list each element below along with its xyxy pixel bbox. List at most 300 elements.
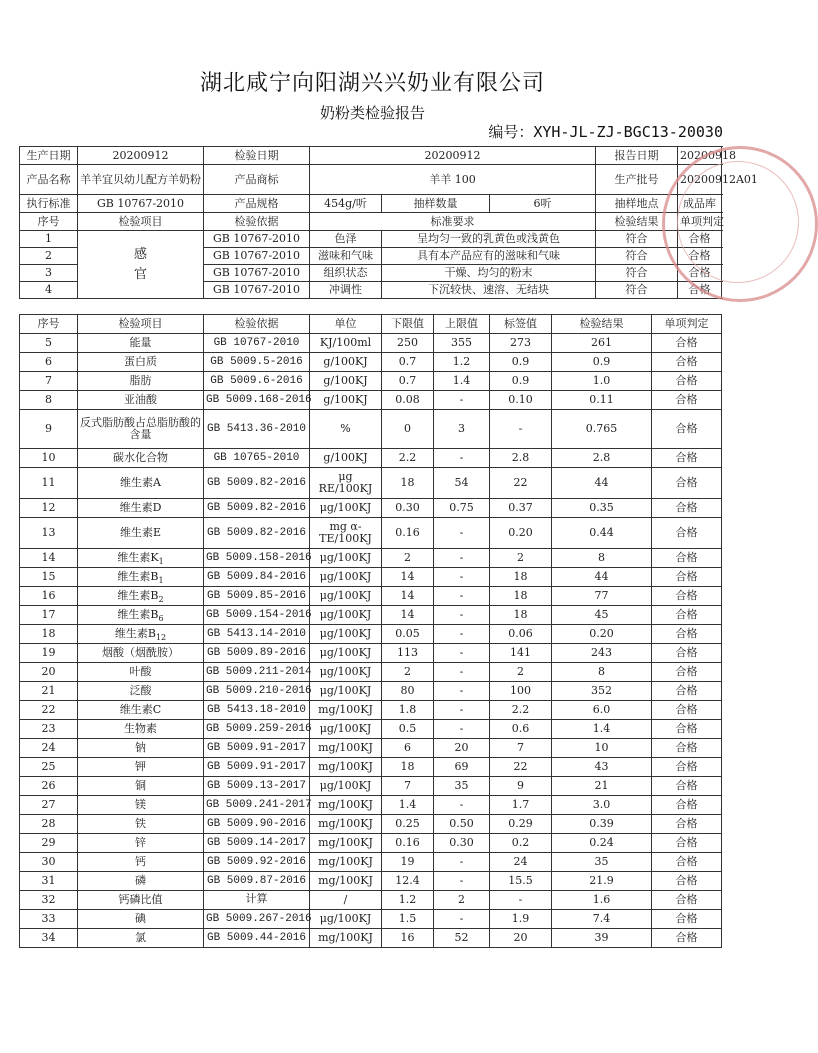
result-value: 352 xyxy=(552,682,652,701)
item-label: 反式脂肪酸占总脂肪酸的含量 xyxy=(80,416,201,441)
result-value: 39 xyxy=(552,929,652,948)
result-value: 44 xyxy=(552,468,652,499)
basis: GB 5009.211-2014 xyxy=(204,663,310,682)
min-value: 113 xyxy=(382,644,434,663)
item-label: 维生素E xyxy=(119,526,162,539)
min-value: 0.7 xyxy=(382,353,434,372)
main-rows xyxy=(20,334,722,948)
result-value: 8 xyxy=(552,549,652,568)
item-label: 铜 xyxy=(135,779,146,792)
basis: GB 5413.18-2010 xyxy=(204,701,310,720)
row-no: 11 xyxy=(20,468,78,499)
sample-place: 成品库 xyxy=(678,195,722,213)
row-no: 22 xyxy=(20,701,78,720)
item-label: 维生素B xyxy=(117,589,159,602)
verdict: 合格 xyxy=(652,625,722,644)
header-basis: 检验依据 xyxy=(204,315,310,334)
item-label: 钾 xyxy=(135,760,146,773)
label-value: 0.9 xyxy=(490,353,552,372)
attribute: 组织状态 xyxy=(310,265,382,282)
label-value: - xyxy=(490,410,552,449)
basis: GB 5009.241-2017 xyxy=(204,796,310,815)
result: 符合 xyxy=(596,248,678,265)
trademark-label: 产品商标 xyxy=(204,165,310,195)
row-no: 12 xyxy=(20,499,78,518)
product-info-table xyxy=(19,146,758,299)
label-value: 22 xyxy=(490,758,552,777)
max-value: 52 xyxy=(434,929,490,948)
basis: GB 5009.85-2016 xyxy=(204,587,310,606)
item-name xyxy=(78,518,204,549)
label-value: 15.5 xyxy=(490,872,552,891)
item-name xyxy=(78,391,204,410)
verdict: 合格 xyxy=(652,587,722,606)
item-subscript: 2 xyxy=(158,595,164,605)
unit: mg/100KJ xyxy=(310,872,382,891)
min-value: 250 xyxy=(382,334,434,353)
result-value: 3.0 xyxy=(552,796,652,815)
production-date: 20200912 xyxy=(78,147,204,165)
label-value: 18 xyxy=(490,587,552,606)
max-value: - xyxy=(434,682,490,701)
unit: μg/100KJ xyxy=(310,587,382,606)
label-value: 0.37 xyxy=(490,499,552,518)
min-value: 12.4 xyxy=(382,872,434,891)
result-value: 0.44 xyxy=(552,518,652,549)
basis: GB 5009.158-2016 xyxy=(204,549,310,568)
verdict: 合格 xyxy=(652,853,722,872)
verdict: 合格 xyxy=(652,815,722,834)
basis: GB 10767-2010 xyxy=(204,334,310,353)
item-name xyxy=(78,910,204,929)
row-no: 3 xyxy=(20,265,78,282)
label-value: 1.7 xyxy=(490,796,552,815)
header-label-value: 标签值 xyxy=(490,315,552,334)
min-value: 1.4 xyxy=(382,796,434,815)
label-value: 1.9 xyxy=(490,910,552,929)
basis: GB 10767-2010 xyxy=(204,248,310,265)
result-value: 1.4 xyxy=(552,720,652,739)
max-value: - xyxy=(434,644,490,663)
table-row xyxy=(20,663,722,682)
verdict: 合格 xyxy=(652,353,722,372)
max-value: 1.4 xyxy=(434,372,490,391)
company-seal-stamp-icon xyxy=(662,146,818,302)
label-value: 20 xyxy=(490,929,552,948)
info-row xyxy=(20,165,722,195)
table-row xyxy=(20,625,722,644)
product-name: 羊羊宜贝幼儿配方羊奶粉 xyxy=(78,165,204,195)
basis: GB 5009.14-2017 xyxy=(204,834,310,853)
inspection-date-label: 检验日期 xyxy=(204,147,310,165)
item-name xyxy=(78,644,204,663)
max-value: - xyxy=(434,606,490,625)
max-value: 3 xyxy=(434,410,490,449)
verdict: 合格 xyxy=(678,265,722,282)
header-item: 检验项目 xyxy=(78,315,204,334)
unit: μg/100KJ xyxy=(310,663,382,682)
item-name xyxy=(78,587,204,606)
result: 符合 xyxy=(596,231,678,248)
label-value: 7 xyxy=(490,739,552,758)
row-no: 16 xyxy=(20,587,78,606)
row-no: 17 xyxy=(20,606,78,625)
min-value: 0.05 xyxy=(382,625,434,644)
unit: mg/100KJ xyxy=(310,739,382,758)
label-value: 0.10 xyxy=(490,391,552,410)
min-value: 1.5 xyxy=(382,910,434,929)
table-row xyxy=(20,549,722,568)
sample-place-label: 抽样地点 xyxy=(596,195,678,213)
result-value: 0.20 xyxy=(552,625,652,644)
unit: μg/100KJ xyxy=(310,625,382,644)
item-label: 生物素 xyxy=(124,722,157,735)
row-no: 7 xyxy=(20,372,78,391)
min-value: 2 xyxy=(382,663,434,682)
row-no: 8 xyxy=(20,391,78,410)
basis: GB 10767-2010 xyxy=(204,265,310,282)
info-row xyxy=(20,147,722,165)
label-value: - xyxy=(490,891,552,910)
header-requirement: 标准要求 xyxy=(310,213,596,231)
row-no: 34 xyxy=(20,929,78,948)
verdict: 合格 xyxy=(652,720,722,739)
table-row xyxy=(20,796,722,815)
row-no: 5 xyxy=(20,334,78,353)
item-label: 碘 xyxy=(135,912,146,925)
row-no: 27 xyxy=(20,796,78,815)
max-value: 355 xyxy=(434,334,490,353)
min-value: 80 xyxy=(382,682,434,701)
attribute: 滋味和气味 xyxy=(310,248,382,265)
result-value: 7.4 xyxy=(552,910,652,929)
sensory-rows xyxy=(20,231,722,299)
table-row xyxy=(20,891,722,910)
min-value: 6 xyxy=(382,739,434,758)
sensory-row xyxy=(20,231,722,248)
min-value: 0.25 xyxy=(382,815,434,834)
label-value: 141 xyxy=(490,644,552,663)
unit: μg/100KJ xyxy=(310,644,382,663)
table-row xyxy=(20,644,722,663)
row-no: 1 xyxy=(20,231,78,248)
label-value: 0.29 xyxy=(490,815,552,834)
item-name xyxy=(78,372,204,391)
result-value: 8 xyxy=(552,663,652,682)
min-value: 14 xyxy=(382,606,434,625)
max-value: - xyxy=(434,518,490,549)
item-label: 泛酸 xyxy=(129,684,152,697)
item-name xyxy=(78,568,204,587)
min-value: 2 xyxy=(382,549,434,568)
sample-qty-label: 抽样数量 xyxy=(382,195,490,213)
max-value: 69 xyxy=(434,758,490,777)
item-label: 锌 xyxy=(135,836,146,849)
row-no: 30 xyxy=(20,853,78,872)
unit: μg/100KJ xyxy=(310,549,382,568)
verdict: 合格 xyxy=(652,372,722,391)
item-name xyxy=(78,449,204,468)
row-no: 6 xyxy=(20,353,78,372)
item-label: 维生素D xyxy=(119,501,162,514)
basis: GB 5009.91-2017 xyxy=(204,758,310,777)
header-item: 检验项目 xyxy=(78,213,204,231)
table-row xyxy=(20,334,722,353)
main-header-row xyxy=(20,315,722,334)
label-value: 0.9 xyxy=(490,372,552,391)
row-no: 26 xyxy=(20,777,78,796)
table-row xyxy=(20,606,722,625)
item-label: 脂肪 xyxy=(129,374,152,387)
verdict: 合格 xyxy=(652,758,722,777)
unit: μg/100KJ xyxy=(310,777,382,796)
basis: GB 10767-2010 xyxy=(204,282,310,299)
min-value: 0.5 xyxy=(382,720,434,739)
max-value: - xyxy=(434,449,490,468)
table-row xyxy=(20,518,722,549)
table-row xyxy=(20,449,722,468)
table-row xyxy=(20,834,722,853)
label-value: 2.2 xyxy=(490,701,552,720)
item-label: 氯 xyxy=(135,931,146,944)
table-row xyxy=(20,353,722,372)
min-value: 19 xyxy=(382,853,434,872)
max-value: - xyxy=(434,853,490,872)
item-label: 钙 xyxy=(135,855,146,868)
batch-number: 20200912A01 xyxy=(678,165,722,195)
unit: μg/100KJ xyxy=(310,910,382,929)
basis: 计算 xyxy=(204,891,310,910)
header-result: 检验结果 xyxy=(596,213,678,231)
min-value: 16 xyxy=(382,929,434,948)
item-name xyxy=(78,872,204,891)
sample-qty: 6听 xyxy=(490,195,596,213)
result: 符合 xyxy=(596,282,678,299)
unit: μg/100KJ xyxy=(310,720,382,739)
max-value: 20 xyxy=(434,739,490,758)
trademark: 羊羊 100 xyxy=(310,165,596,195)
basis: GB 5009.90-2016 xyxy=(204,815,310,834)
label-value: 2 xyxy=(490,549,552,568)
item-name xyxy=(78,929,204,948)
verdict: 合格 xyxy=(652,739,722,758)
item-name xyxy=(78,682,204,701)
label-value: 0.6 xyxy=(490,720,552,739)
basis: GB 5009.259-2016 xyxy=(204,720,310,739)
header-verdict: 单项判定 xyxy=(678,213,722,231)
row-no: 21 xyxy=(20,682,78,701)
min-value: 18 xyxy=(382,758,434,777)
verdict: 合格 xyxy=(652,334,722,353)
result-value: 6.0 xyxy=(552,701,652,720)
table-row xyxy=(20,720,722,739)
min-value: 0.7 xyxy=(382,372,434,391)
verdict: 合格 xyxy=(652,499,722,518)
header-verdict: 单项判定 xyxy=(652,315,722,334)
report-date-label: 报告日期 xyxy=(596,147,678,165)
info-row xyxy=(20,195,722,213)
label-value: 0.2 xyxy=(490,834,552,853)
header-result: 检验结果 xyxy=(552,315,652,334)
max-value: 35 xyxy=(434,777,490,796)
label-value: 18 xyxy=(490,606,552,625)
table-row xyxy=(20,910,722,929)
verdict: 合格 xyxy=(678,248,722,265)
item-subscript: 6 xyxy=(158,614,164,624)
max-value: - xyxy=(434,796,490,815)
item-label: 烟酸（烟酰胺） xyxy=(102,646,179,659)
label-value: 18 xyxy=(490,568,552,587)
result-value: 243 xyxy=(552,644,652,663)
item-label: 能量 xyxy=(129,336,152,349)
unit: mg/100KJ xyxy=(310,929,382,948)
label-value: 9 xyxy=(490,777,552,796)
result-value: 2.8 xyxy=(552,449,652,468)
table-row xyxy=(20,568,722,587)
table-row xyxy=(20,872,722,891)
basis: GB 5009.154-2016 xyxy=(204,606,310,625)
sensory-header-row xyxy=(20,213,722,231)
unit: μg RE/100KJ xyxy=(310,468,382,499)
min-value: 14 xyxy=(382,568,434,587)
unit: μg/100KJ xyxy=(310,568,382,587)
basis: GB 5009.91-2017 xyxy=(204,739,310,758)
unit: g/100KJ xyxy=(310,391,382,410)
max-value: 1.2 xyxy=(434,353,490,372)
result-value: 35 xyxy=(552,853,652,872)
item-name xyxy=(78,499,204,518)
basis: GB 5009.13-2017 xyxy=(204,777,310,796)
header-no: 序号 xyxy=(20,315,78,334)
min-value: 0 xyxy=(382,410,434,449)
item-label: 维生素K xyxy=(117,551,159,564)
basis: GB 5009.84-2016 xyxy=(204,568,310,587)
item-label: 维生素C xyxy=(119,703,162,716)
verdict: 合格 xyxy=(652,391,722,410)
result-value: 0.39 xyxy=(552,815,652,834)
max-value: 0.75 xyxy=(434,499,490,518)
result-value: 43 xyxy=(552,758,652,777)
item-name xyxy=(78,468,204,499)
item-name xyxy=(78,853,204,872)
max-value: - xyxy=(434,625,490,644)
header-min: 下限值 xyxy=(382,315,434,334)
row-no: 10 xyxy=(20,449,78,468)
label-value: 0.06 xyxy=(490,625,552,644)
row-no: 4 xyxy=(20,282,78,299)
unit: mg/100KJ xyxy=(310,796,382,815)
item-name xyxy=(78,663,204,682)
standard-label: 执行标准 xyxy=(20,195,78,213)
item-label: 维生素B xyxy=(117,608,159,621)
verdict: 合格 xyxy=(678,231,722,248)
verdict: 合格 xyxy=(652,644,722,663)
max-value: - xyxy=(434,391,490,410)
basis: GB 5009.92-2016 xyxy=(204,853,310,872)
min-value: 0.08 xyxy=(382,391,434,410)
row-no: 20 xyxy=(20,663,78,682)
table-row xyxy=(20,499,722,518)
item-name xyxy=(78,334,204,353)
label-value: 2.8 xyxy=(490,449,552,468)
item-label: 维生素B xyxy=(117,570,159,583)
header-unit: 单位 xyxy=(310,315,382,334)
table-row xyxy=(20,410,722,449)
verdict: 合格 xyxy=(652,468,722,499)
max-value: - xyxy=(434,568,490,587)
verdict: 合格 xyxy=(652,682,722,701)
attribute: 色泽 xyxy=(310,231,382,248)
max-value: - xyxy=(434,701,490,720)
row-no: 9 xyxy=(20,410,78,449)
row-no: 13 xyxy=(20,518,78,549)
spec: 454g/听 xyxy=(310,195,382,213)
label-value: 22 xyxy=(490,468,552,499)
basis: GB 5009.82-2016 xyxy=(204,499,310,518)
verdict: 合格 xyxy=(678,282,722,299)
item-label: 磷 xyxy=(135,874,146,887)
item-name xyxy=(78,606,204,625)
table-row xyxy=(20,468,722,499)
table-row xyxy=(20,391,722,410)
result-value: 21 xyxy=(552,777,652,796)
product-name-label: 产品名称 xyxy=(20,165,78,195)
label-value: 24 xyxy=(490,853,552,872)
verdict: 合格 xyxy=(652,606,722,625)
unit: μg/100KJ xyxy=(310,606,382,625)
max-value: - xyxy=(434,549,490,568)
result-value: 1.0 xyxy=(552,372,652,391)
table-row xyxy=(20,587,722,606)
unit: μg/100KJ xyxy=(310,499,382,518)
result-value: 0.24 xyxy=(552,834,652,853)
unit: mg/100KJ xyxy=(310,834,382,853)
label-value: 0.20 xyxy=(490,518,552,549)
table-row xyxy=(20,815,722,834)
basis: GB 5009.89-2016 xyxy=(204,644,310,663)
max-value: - xyxy=(434,663,490,682)
min-value: 7 xyxy=(382,777,434,796)
item-name xyxy=(78,701,204,720)
basis: GB 5009.6-2016 xyxy=(204,372,310,391)
min-value: 0.30 xyxy=(382,499,434,518)
max-value: 54 xyxy=(434,468,490,499)
verdict: 合格 xyxy=(652,872,722,891)
label-value: 2 xyxy=(490,663,552,682)
item-name xyxy=(78,796,204,815)
table-row xyxy=(20,853,722,872)
item-label: 钠 xyxy=(135,741,146,754)
item-label: 亚油酸 xyxy=(124,393,157,406)
requirement: 干燥、均匀的粉末 xyxy=(382,265,596,282)
row-no: 31 xyxy=(20,872,78,891)
max-value: - xyxy=(434,910,490,929)
requirement: 下沉较快、速溶、无结块 xyxy=(382,282,596,299)
requirement: 呈均匀一致的乳黄色或浅黄色 xyxy=(382,231,596,248)
item-label: 碳水化合物 xyxy=(113,451,168,464)
item-name xyxy=(78,758,204,777)
max-value: 0.30 xyxy=(434,834,490,853)
verdict: 合格 xyxy=(652,834,722,853)
row-no: 15 xyxy=(20,568,78,587)
label-value: 273 xyxy=(490,334,552,353)
verdict: 合格 xyxy=(652,518,722,549)
item-label: 蛋白质 xyxy=(124,355,157,368)
verdict: 合格 xyxy=(652,891,722,910)
item-name xyxy=(78,739,204,758)
row-no: 32 xyxy=(20,891,78,910)
unit: mg/100KJ xyxy=(310,701,382,720)
